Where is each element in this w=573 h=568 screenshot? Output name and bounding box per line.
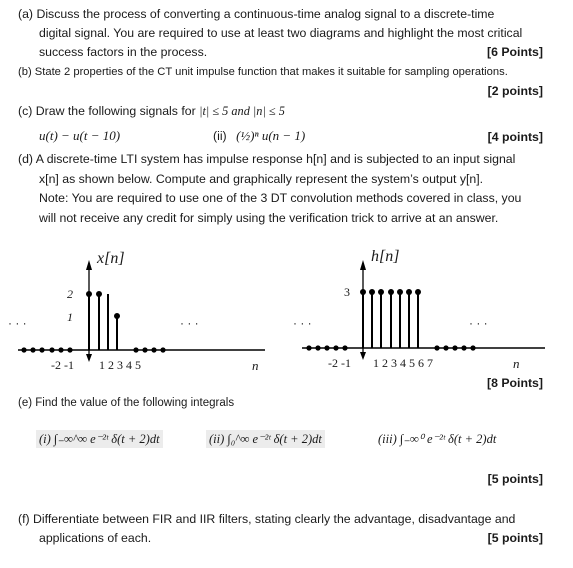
x-n-dots-right: · · ·: [180, 316, 199, 330]
question-c-signal-2-expr: (½)ⁿ u(n − 1): [236, 128, 306, 143]
question-d-line2: x[n] as shown below. Compute and graphically represent the system’s output y[n].: [39, 172, 484, 186]
x-n-axis-arrow-down: [86, 354, 92, 362]
integral-iii: (iii) ∫₋∞⁰ e⁻²ᵗ δ(t + 2)dt: [378, 432, 497, 446]
x-n-axis-arrow-up: [86, 260, 92, 270]
x-n-plot: [0, 240, 280, 380]
question-a-line3: success factors in the process.: [39, 45, 208, 59]
x-n-dots-left: · · ·: [8, 316, 27, 330]
question-e-line1: (e) Find the value of the following integrals: [18, 397, 235, 409]
x-n-xticks-pos: 1 2 3 4 5: [99, 358, 141, 372]
question-d-line1: (d) A discrete-time LTI system has impulse response h[n] and is subjected to an input signal: [18, 152, 516, 166]
question-c-signal-1: u(t) − u(t − 10): [39, 128, 121, 143]
question-e-points: [5 points]: [487, 472, 543, 486]
question-c-points: [4 points]: [487, 130, 543, 144]
question-a-points: [6 Points]: [486, 45, 543, 59]
integral-ii: (ii) ∫₀^∞ e⁻²ᵗ δ(t + 2)dt: [206, 430, 325, 448]
x-n-ytick-1: 1: [67, 310, 73, 324]
question-f-line2: applications of each.: [39, 531, 152, 545]
question-f-line1: (f) Differentiate between FIR and IIR filters, stating clearly the advantage, disadvantage and: [18, 512, 516, 526]
h-n-xticks-neg: -2 -1: [328, 356, 351, 370]
h-n-title: h[n]: [371, 248, 400, 265]
x-n-title: x[n]: [97, 250, 125, 267]
x-n-xticks-neg: -2 -1: [51, 358, 74, 372]
question-a-line2: digital signal. You are required to use at least two diagrams and highlight the most critical: [39, 26, 523, 40]
h-n-dots-right: · · ·: [469, 316, 488, 330]
question-d-points: [8 Points]: [486, 376, 543, 390]
question-f-points: [5 points]: [487, 531, 543, 545]
h-n-plot: [287, 240, 557, 380]
integral-i: (i) ∫₋∞^∞ e⁻²ᵗ δ(t + 2)dt: [36, 430, 163, 448]
h-n-axis-arrow-down: [360, 352, 366, 360]
x-n-xlabel: n: [252, 358, 259, 373]
question-d-line3: Note: You are required to use one of the 3 DT convolution methods covered in class, you: [39, 191, 522, 205]
question-c-signal-2: [213, 128, 305, 144]
question-c-line1: [18, 104, 285, 119]
question-d-line4: will not receive any credit for simply using the verification trick to arrive at an answer.: [39, 211, 499, 225]
h-n-xticks-pos: 1 2 3 4 5 6 7: [373, 356, 433, 370]
h-n-ytick-3: 3: [344, 285, 350, 299]
question-b-points: [2 points]: [487, 84, 543, 98]
h-n-xlabel: n: [513, 356, 520, 371]
question-c-signal-2-label: (ii): [213, 129, 227, 143]
x-n-ytick-2: 2: [67, 287, 73, 301]
h-n-dots-left: · · ·: [293, 316, 312, 330]
question-b-line1: (b) State 2 properties of the CT unit impulse function that makes it suitable for sampling operations.: [18, 66, 508, 78]
question-c-prefix: (c) Draw the following signals for: [18, 104, 196, 118]
question-c-condition: |t| ≤ 5 and |n| ≤ 5: [199, 104, 285, 118]
h-n-axis-arrow-up: [360, 260, 366, 270]
question-a-line1: (a) Discuss the process of converting a continuous-time analog signal to a discrete-time: [18, 7, 495, 21]
